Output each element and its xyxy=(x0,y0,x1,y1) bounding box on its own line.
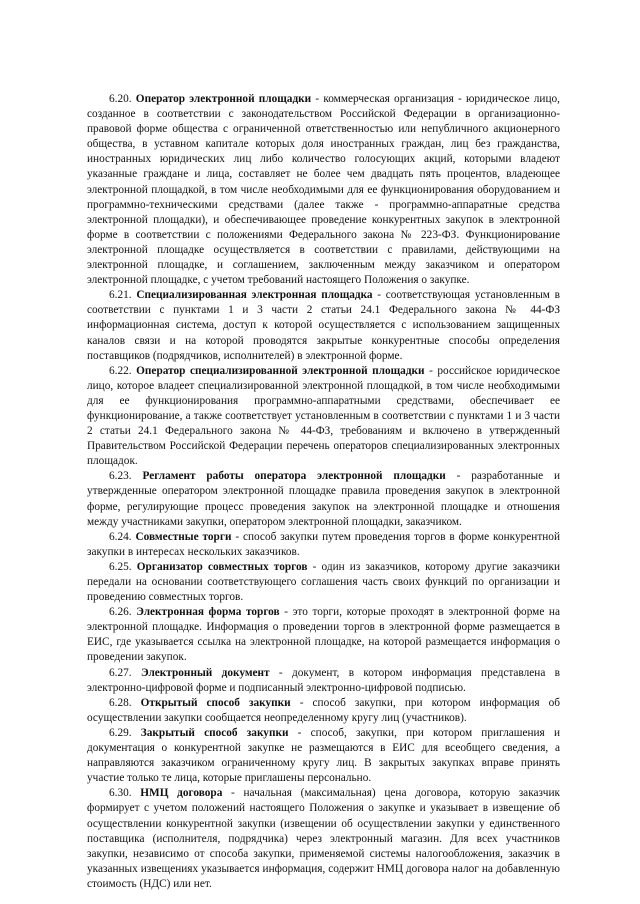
section-number: 6.20. xyxy=(109,93,132,105)
section-term: Оператор специализированной электронной площадки xyxy=(136,364,425,377)
section-text: - документ, в котором информация представлена в электронно-цифровой форме и подписанный электронно-цифровой подписью. xyxy=(87,666,560,694)
section-text: - способ, закупки, при котором приглашения и документация о конкурентной закупке не размещаются в ЕИС для всеобщего сведения, а направляются заказчиком ограниченному кругу лиц. В закрытых закупках вправе принять участие только те лица, которые приглашены персонально. xyxy=(87,726,560,785)
section-6-21 xyxy=(87,288,560,363)
section-text: - начальная (максимальная) цена договора, которую заказчик формирует с учетом положений настоящего Положения о закупке и указывает в извещение об осуществлении конкурентной закупки (извещении об осуществлении закупки у единственного поставщика (исполнителя, подрядчика) через электронный магазин. Для всех участников закупки, независимо от способа закупки, применяемой системы налогообложения, заказчик в указанных извещениях указывается информация, содержит НМЦ договора налог на добавленную стоимость (НДС) или нет. xyxy=(87,787,560,890)
section-6-26 xyxy=(87,605,560,665)
section-6-27 xyxy=(87,666,560,696)
section-term: Организатор совместных торгов xyxy=(136,560,308,573)
section-6-30 xyxy=(87,786,560,892)
section-term: Электронный документ xyxy=(140,666,270,679)
section-number: 6.26. xyxy=(109,606,132,619)
section-text: - коммерческая организация - юридическое лицо, созданное в соответствии с законодательством Российской Федерации в организационно-правовой форме общества с ограниченной ответственностью или непубличного акционерного общества, в уставном капитале которых доля иностранных граждан, лиц без гражданства, иностранных юридических лиц либо количество голосующих акций, которыми владеют указанные граждане и лица, составляет не более чем двадцать пять процентов, владеющее электронной площадкой, в том числе необходимыми для ее функционирования оборудованием и программно-техническими средствами (далее также - программно-аппаратные средства электронной площадки), и обеспечивающее проведение конкурентных закупок в электронной форме в соответствии с положениями Федерального закона № 223-ФЗ. Функционирование электронной площадке осуществляется в соответствии с правилами, действующими на электронной площадке, и соглашением, заключенным между заказчиком и оператором электронной площадке, с учетом требований настоящего Положения о закупке. xyxy=(87,93,560,287)
section-term: Электронная форма торгов xyxy=(136,606,280,619)
section-number: 6.22. xyxy=(109,364,132,377)
section-term: Регламент работы оператора электронной площадки xyxy=(142,470,446,483)
section-text: - способ закупки путем проведения торгов в форме конкурентной закупки в интересах нескольких заказчиков. xyxy=(87,530,561,558)
section-term: Совместные торги xyxy=(135,530,232,543)
section-6-25 xyxy=(87,560,560,605)
section-number: 6.29. xyxy=(109,726,132,739)
section-number: 6.25. xyxy=(109,560,132,573)
section-term: Открытый способ закупки xyxy=(140,696,291,709)
section-6-24 xyxy=(87,530,560,560)
section-term: Оператор электронной площадки xyxy=(135,93,312,105)
section-term: Закрытый способ закупки xyxy=(140,726,289,739)
section-text: - один из заказчиков, которому другие заказчики передали на основании соответствующего соглашения часть своих функций по организации и проведению совместных торгов. xyxy=(87,560,560,604)
section-number: 6.21. xyxy=(109,289,132,302)
section-number: 6.24. xyxy=(109,530,132,543)
section-number: 6.30. xyxy=(109,787,132,800)
section-number: 6.23. xyxy=(109,470,132,483)
section-6-28 xyxy=(87,696,560,726)
section-6-22 xyxy=(87,364,560,470)
section-number: 6.28. xyxy=(109,696,132,709)
section-term: Специализированная электронная площадка xyxy=(136,289,373,302)
section-6-20 xyxy=(87,92,560,288)
section-6-23 xyxy=(87,469,560,529)
section-number: 6.27. xyxy=(109,666,132,679)
section-term: НМЦ договора xyxy=(140,787,223,800)
section-text: - способ закупки, при котором информация об осуществлении закупки сообщается неопределенному кругу лиц (участников). xyxy=(87,696,561,724)
section-text: - соответствующая установленным в соответствии с пунктами 1 и 3 части 2 статьи 24.1 Федерального закона № 44-ФЗ информационная система, доступ к которой осуществляется с использованием защищенных каналов связи и на которой проводятся закрытые конкурентные способы определения поставщиков (подрядчиков, исполнителей) в электронной форме. xyxy=(87,289,560,362)
section-text: - российское юридическое лицо, которое владеет специализированной электронной площадкой, в том числе необходимыми для ее функционирования программно-аппаратными средствами, обеспечивает ее функционирование, а также соответствует установленным в соответствии с пунктами 1 и 3 части 2 статьи 24.1 Федерального закона № 44-ФЗ, требованиям и включено в утвержденный Правительством Российской Федерации перечень операторов специализированных электронных площадок. xyxy=(87,364,561,468)
section-text: - это торги, которые проходят в электронной форме на электронной площадке. Информация о проведении торгов в электронной форме размещается в ЕИС, где указывается ссылка на электронной площадке, на которой размещается информация о проведении закупок. xyxy=(87,606,560,664)
section-6-29 xyxy=(87,726,560,786)
section-text: - разработанные и утвержденные оператором электронной площадке правила проведения закупок в электронной форме, регулирующие процесс проведения закупок на электронной площадке и отношения между участниками закупки, оператором электронной площадки, заказчиком. xyxy=(87,470,560,528)
